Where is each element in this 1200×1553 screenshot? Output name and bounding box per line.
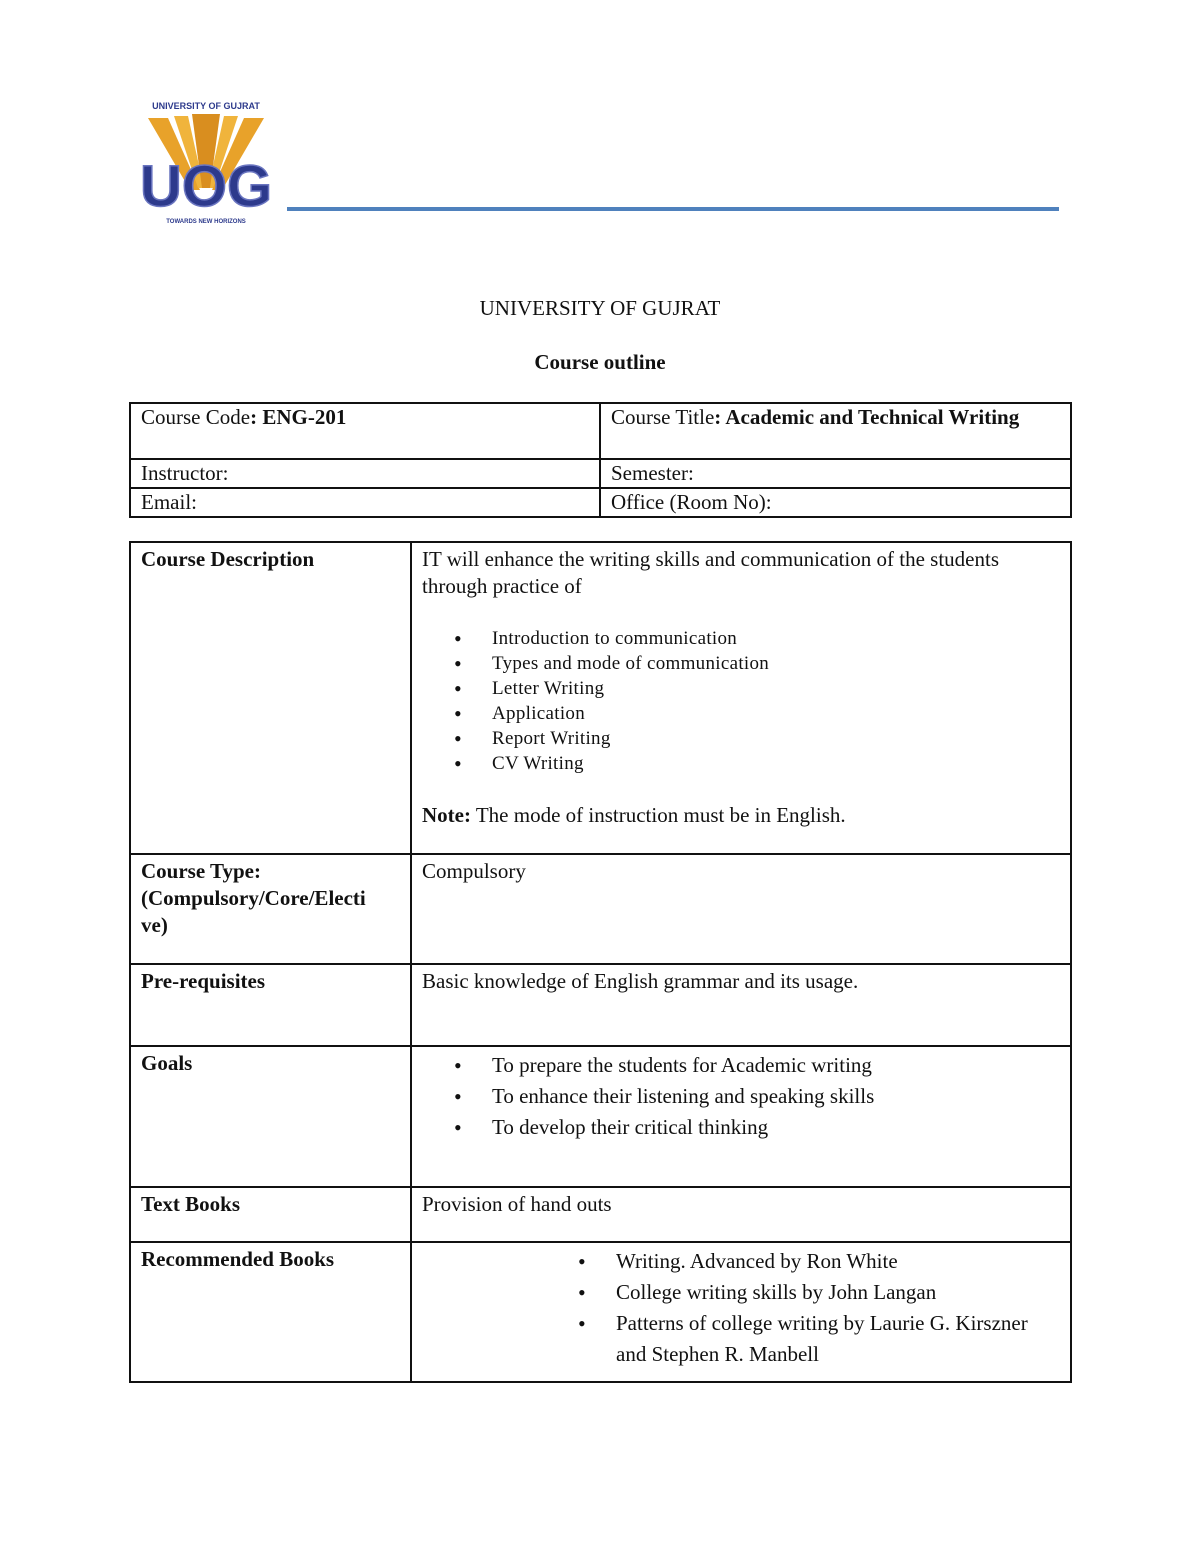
email-cell: Email: xyxy=(130,488,600,517)
list-item: • Patterns of college writing by Laurie G. Kirszner and Stephen R. Manbell xyxy=(422,1308,1060,1370)
course-info-table xyxy=(129,402,1072,518)
table-row xyxy=(130,1046,1071,1187)
course-type-label xyxy=(130,854,411,964)
table-row xyxy=(130,542,1071,854)
course-type-label-line: Course Type: xyxy=(141,859,261,883)
description-note xyxy=(422,802,1060,829)
note-label: Note: xyxy=(422,803,471,827)
table-row xyxy=(130,459,1071,488)
list-item: • CV Writing xyxy=(422,751,1060,776)
course-code-cell: Course Code: ENG-201 xyxy=(130,403,600,459)
textbooks-label: Text Books xyxy=(130,1187,411,1242)
university-title: UNIVERSITY OF GUJRAT xyxy=(479,296,721,320)
semester-cell: Semester: xyxy=(600,459,1071,488)
list-item: • Letter Writing xyxy=(422,676,1060,701)
course-title-value: Academic and Technical Writing xyxy=(725,405,1020,429)
list-item: • To prepare the students for Academic writing xyxy=(422,1050,1060,1081)
list-item: • College writing skills by John Langan xyxy=(422,1277,1060,1308)
course-type-label-line: ve) xyxy=(141,913,168,937)
list-item: • Application xyxy=(422,701,1060,726)
recommended-books-cell xyxy=(411,1242,1071,1382)
table-row xyxy=(130,403,1071,459)
description-topics-list xyxy=(422,626,1060,776)
course-title-cell: Course Title: Academic and Technical Writing xyxy=(600,403,1071,459)
course-code-label: Course Code xyxy=(141,405,251,429)
list-item: • Writing. Advanced by Ron White xyxy=(422,1246,1060,1277)
course-details-table xyxy=(129,541,1072,1383)
list-item: • To enhance their listening and speaking skills xyxy=(422,1081,1060,1112)
list-item: • Report Writing xyxy=(422,726,1060,751)
table-row xyxy=(130,488,1071,517)
instructor-cell: Instructor: xyxy=(130,459,600,488)
goals-cell xyxy=(411,1046,1071,1187)
list-item: • To develop their critical thinking xyxy=(422,1112,1060,1143)
logo-tagline: TOWARDS NEW HORIZONS xyxy=(166,219,246,225)
course-type-label-line: (Compulsory/Core/Electi xyxy=(141,886,366,910)
prerequisites-label: Pre-requisites xyxy=(130,964,411,1046)
description-intro: IT will enhance the writing skills and communication of the students through practice of xyxy=(422,547,999,598)
logo-top-text: UNIVERSITY OF GUJRAT xyxy=(152,101,260,111)
header-rule xyxy=(287,207,1059,211)
recommended-books-label: Recommended Books xyxy=(130,1242,411,1382)
document-subtitle: Course outline xyxy=(534,350,666,374)
course-type-value: Compulsory xyxy=(411,854,1071,964)
course-code-value: ENG-201 xyxy=(262,405,347,429)
course-title-label: Course Title xyxy=(611,405,715,429)
table-row xyxy=(130,1242,1071,1382)
logo-letters: UOG xyxy=(139,154,273,219)
table-row xyxy=(130,964,1071,1046)
note-text: The mode of instruction must be in English. xyxy=(475,803,846,827)
description-cell xyxy=(411,542,1071,854)
goals-list xyxy=(422,1050,1060,1143)
table-row xyxy=(130,1187,1071,1242)
university-logo xyxy=(126,98,286,228)
list-item: • Types and mode of communication xyxy=(422,651,1060,676)
description-label: Course Description xyxy=(130,542,411,854)
textbooks-value: Provision of hand outs xyxy=(411,1187,1071,1242)
table-row xyxy=(130,854,1071,964)
goals-label: Goals xyxy=(130,1046,411,1187)
office-cell: Office (Room No): xyxy=(600,488,1071,517)
list-item: • Introduction to communication xyxy=(422,626,1060,651)
recommended-books-list xyxy=(422,1246,1060,1370)
prerequisites-value: Basic knowledge of English grammar and its usage. xyxy=(411,964,1071,1046)
